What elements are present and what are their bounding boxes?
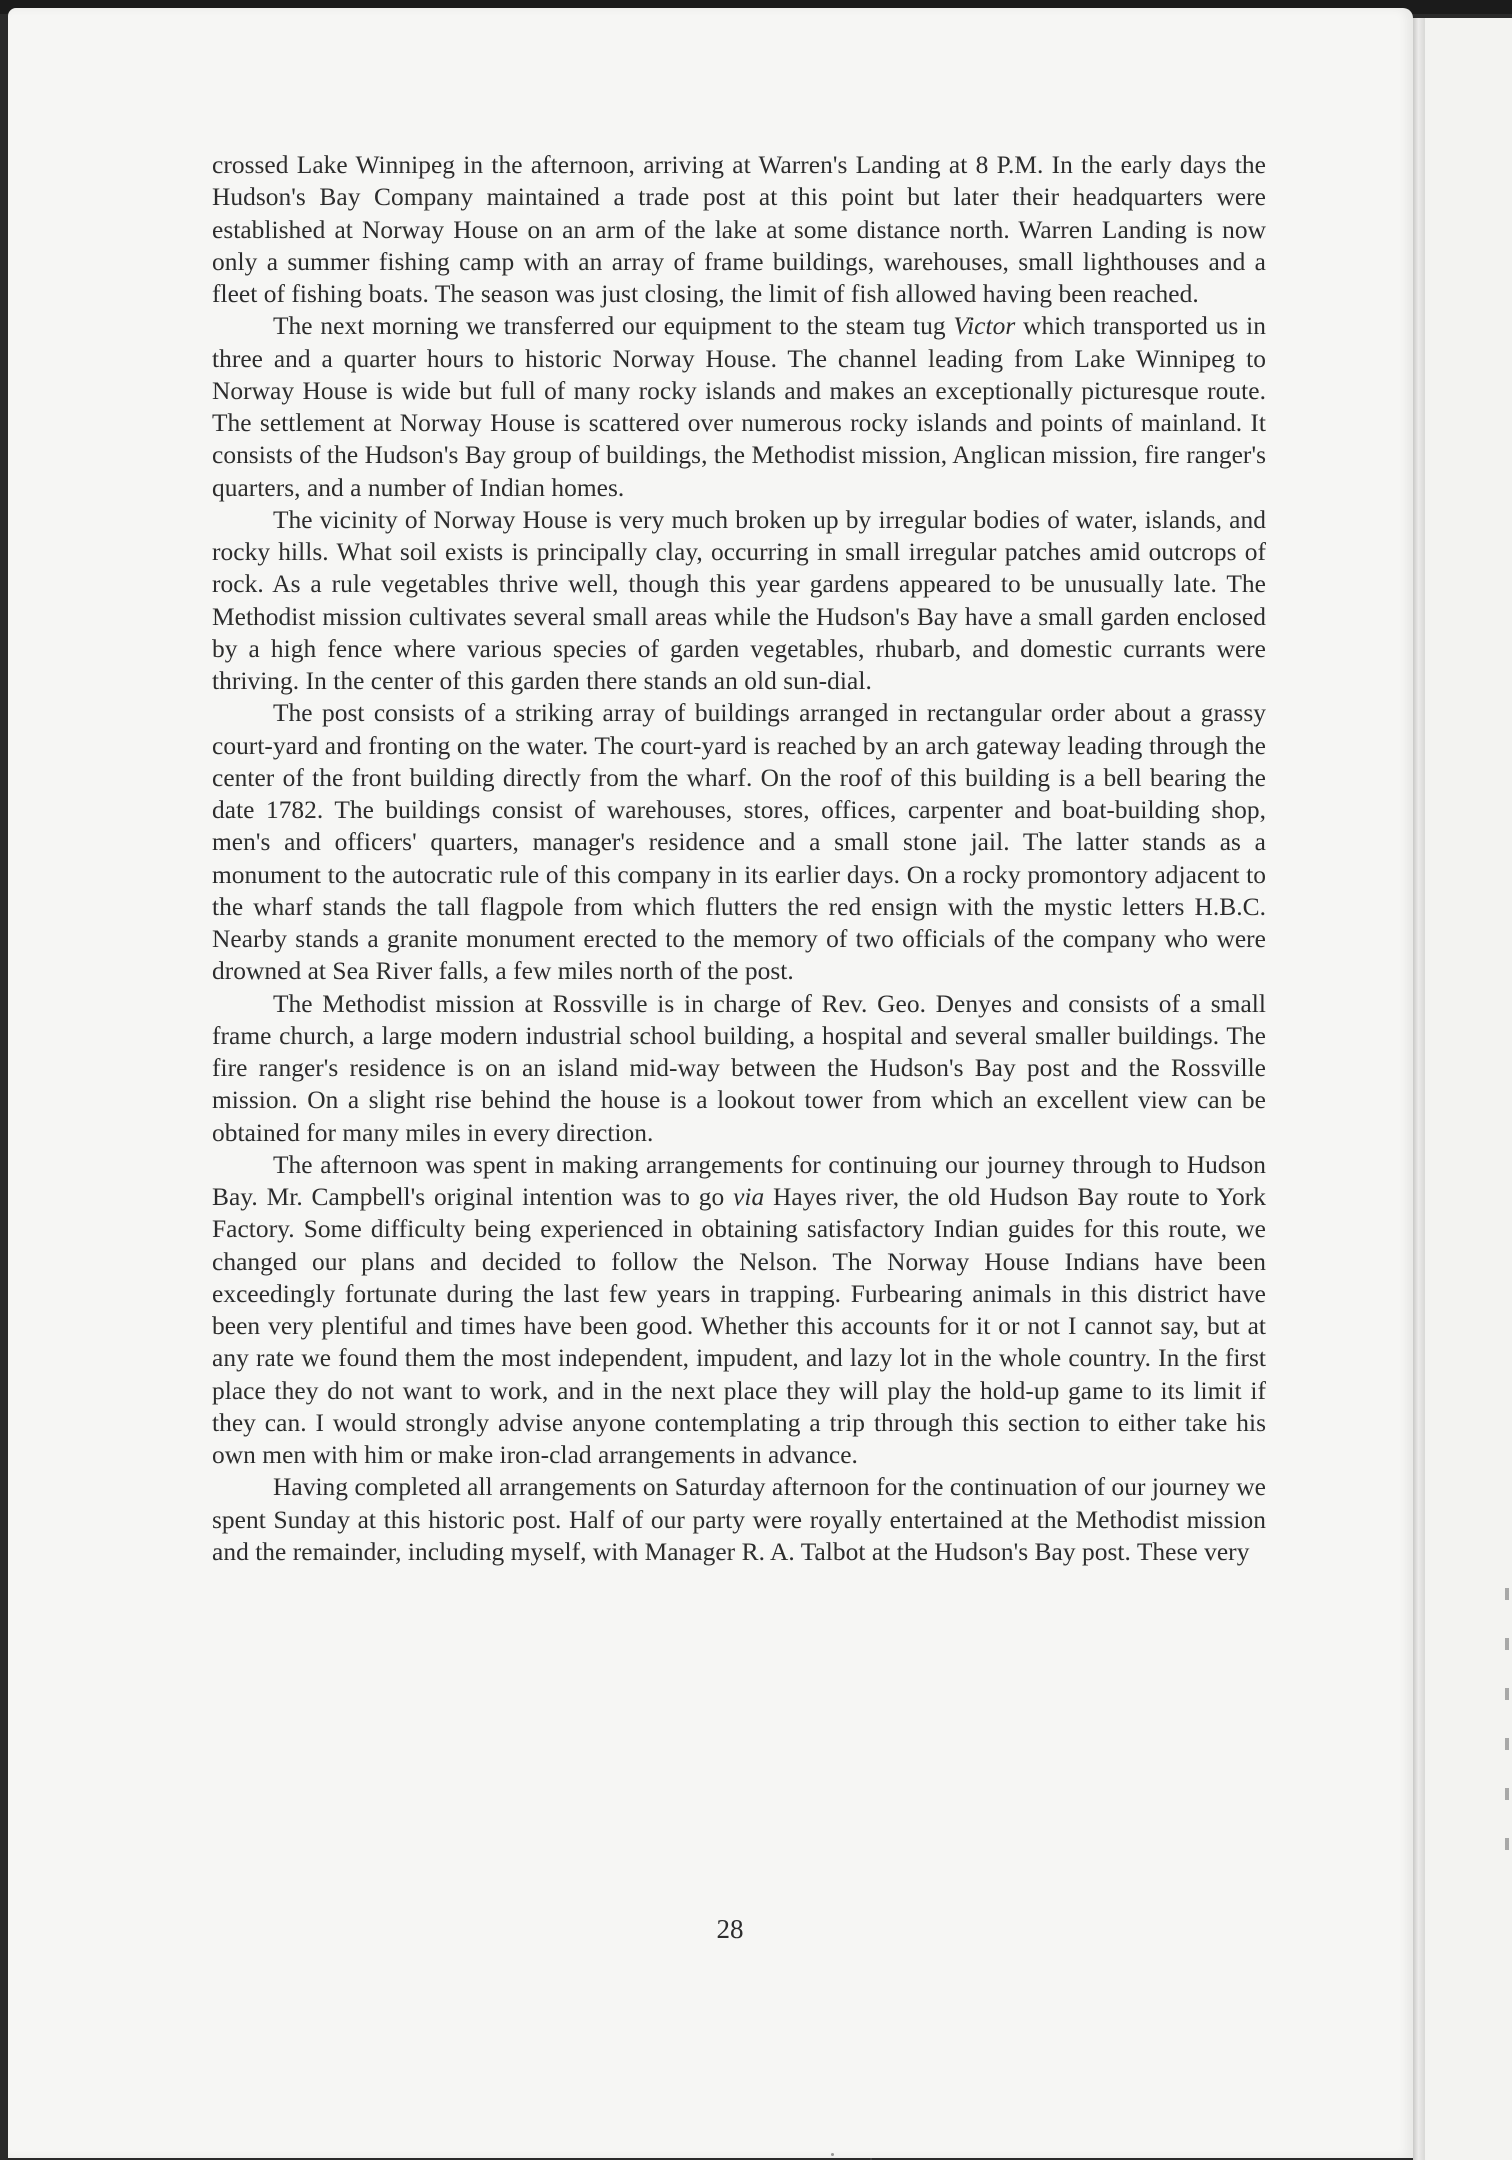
paragraph-2-text-start: The next morning we transferred our equipment to the steam tug	[273, 312, 954, 341]
paragraph-6-text-start: The afternoon was spent in making arrangements for continuing our journey through to Hudson Bay. Mr. Campbell's original intention was to go	[212, 1150, 1266, 1211]
paragraph-6-text-end: Hayes river, the old Hudson Bay route to York Factory. Some difficulty being experienced in obtaining satisfactory Indian guides for this route, we changed our plans and decided to follow the Nelson. The Norway House Indians have been exceedingly fortunate during the last few years in trapping. Furbearing animals in this district have been very plentiful and times have been good. Whether this accounts for it or not I cannot say, but at any rate we found them the most independent, impudent, and lazy lot in the whole country. In the first place they do not want to work, and in the next place they will play the hold-up game to its limit if they can. I would strongly advise anyone contemplating a trip through this section to either take his own men with him or make iron-clad arrangements in advance.	[212, 1183, 1266, 1469]
italic-via: via	[733, 1183, 765, 1211]
book-gutter	[1413, 18, 1425, 2160]
paragraph-2-text-end: which transported us in three and a quarter hours to historic Norway House. The channel leading from Lake Winnipeg to Norway House is wide but full of many rocky islands and makes an exceptionally picturesque route. The settlement at Norway House is scattered over numerous rocky islands and points of mainland. It consists of the Hudson's Bay group of buildings, the Methodist mission, Anglican mission, fire ranger's quarters, and a number of Indian homes.	[212, 312, 1266, 502]
paragraph-7: Having completed all arrangements on Saturday afternoon for the continuation of our journey we spent Sunday at this historic post. Half of our party were royally entertained at the Methodist mission and the remainder, including myself, with Manager R. A. Talbot at the Hudson's Bay post. These very	[212, 1473, 1266, 1566]
adjacent-page-edge	[1425, 18, 1512, 2160]
paragraph-3: The vicinity of Norway House is very much broken up by irregular bodies of water, islands, and rocky hills. What soil exists is principally clay, occurring in small irregular patches amid outcrops of rock. As a rule vegetables thrive well, though this year gardens appeared to be unusually late. The Methodist mission cultivates several small areas while the Hudson's Bay have a small garden enclosed by a high fence where various species of garden vegetables, rhubarb, and domestic currants were thriving. In the center of this garden there stands an old sun-dial.	[212, 505, 1266, 695]
page-number: 28	[716, 1914, 744, 1944]
paragraph-6	[212, 1149, 1266, 1472]
scan-speck	[831, 2153, 834, 2156]
paragraph-4: The post consists of a striking array of buildings arranged in rectangular order about a grassy court-yard and fronting on the water. The court-yard is reached by an arch gateway leading through the center of the front building directly from the wharf. On the roof of this building is a bell bearing the date 1782. The buildings consist of warehouses, stores, offices, carpenter and boat-building shop, men's and officers' quarters, manager's residence and a small stone jail. The latter stands as a monument to the autocratic rule of this company in its earlier days. On a rocky promontory adjacent to the wharf stands the tall flagpole from which flutters the red ensign with the mystic letters H.B.C. Nearby stands a granite monument erected to the memory of two officials of the company who were drowned at Sea River falls, a few miles north of the post.	[212, 699, 1266, 986]
adjacent-page-text-marks	[1505, 1550, 1509, 1870]
ship-name-victor: Victor	[953, 312, 1016, 341]
page-body	[212, 149, 1266, 1568]
paragraph-5: The Methodist mission at Rossville is in charge of Rev. Geo. Denyes and consists of a small frame church, a large modern industrial school building, a hospital and several smaller buildings. The fire ranger's residence is on an island mid-way between the Hudson's Bay post and the Rossville mission. On a slight rise behind the house is a lookout tower from which an excellent view can be obtained for many miles in every direction.	[212, 989, 1266, 1147]
book-page	[8, 8, 1413, 2158]
paragraph-1: crossed Lake Winnipeg in the afternoon, arriving at Warren's Landing at 8 P.M. In the early days the Hudson's Bay Company maintained a trade post at this point but later their headquarters were established at Norway House on an arm of the lake at some distance north. Warren Landing is now only a summer fishing camp with an array of frame buildings, warehouses, small lighthouses and a fleet of fishing boats. The season was just closing, the limit of fish allowed having been reached.	[212, 151, 1266, 308]
paragraph-2	[212, 310, 1266, 504]
